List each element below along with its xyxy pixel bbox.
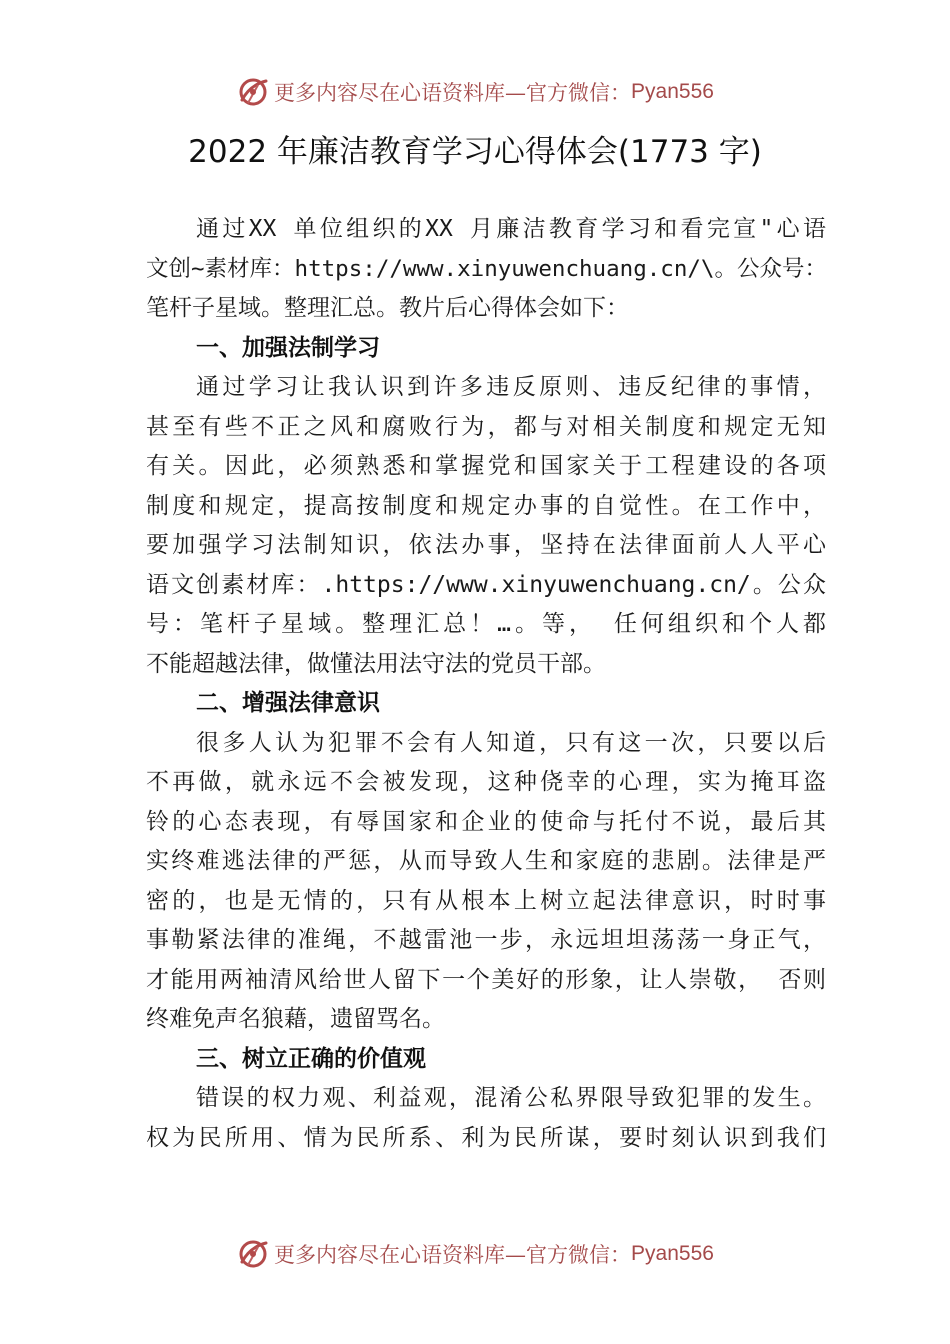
- xinyu-logo-icon: [236, 75, 270, 109]
- intro-line-1: 通过XX 单位组织的XX 月廉洁教育学习和看完宣"心语: [196, 216, 826, 242]
- section-3-line: 错误的权力观、利益观，混淆公私界限导致犯罪的发生。: [196, 1085, 826, 1111]
- header-watermark-banner: [0, 72, 950, 112]
- section-2-line: 铃的心态表现，有辱国家和企业的使命与托付不说，最后其: [146, 808, 826, 835]
- section-1-line: 要加强学习法制知识，依法办事，坚持在法律面前人人平心: [146, 532, 826, 558]
- section-1-line: 甚至有些不正之风和腐败行为，都与对相关制度和规定无知: [146, 413, 826, 440]
- section-1-line: 制度和规定，提高按制度和规定办事的自觉性。在工作中，: [146, 492, 826, 519]
- section-2-line: 很多人认为犯罪不会有人知道，只有这一次，只要以后: [196, 729, 826, 756]
- page-title: 2022 年廉洁教育学习心得体会(1773 字): [188, 134, 762, 170]
- section-2-line: 才能用两袖清风给世人留下一个美好的形象，让人崇敬， 否则: [146, 966, 826, 993]
- section-2-line: 密的，也是无情的，只有从根本上树立起法律意识，时时事: [146, 887, 826, 914]
- section-1-heading: 一、加强法制学习: [196, 334, 380, 361]
- section-3-line: 权为民所用、情为民所系、利为民所谋，要时刻认识到我们: [146, 1124, 826, 1151]
- section-3-heading: 三、树立正确的价值观: [196, 1045, 426, 1072]
- intro-line-3: 笔杆子星域。整理汇总。教片后心得体会如下：: [146, 295, 629, 321]
- banner-text: 更多内容尽在心语资料库—官方微信：: [274, 1243, 632, 1267]
- section-2-heading: 二、增强法律意识: [196, 690, 380, 716]
- section-1-line: 通过学习让我认识到许多违反原则、违反纪律的事情，: [196, 374, 826, 400]
- section-2-line: 不再做，就永远不会被发现，这种侥幸的心理，实为掩耳盗: [146, 769, 826, 795]
- section-2-line: 事勒紧法律的准绳，不越雷池一步，永远坦坦荡荡一身正气，: [146, 927, 826, 953]
- footer-watermark-banner: [0, 1234, 950, 1274]
- banner-text: 更多内容尽在心语资料库—官方微信：: [274, 81, 632, 105]
- section-1-line: 号：笔杆子星域。整理汇总！…。等， 任何组织和个人都: [146, 611, 826, 637]
- section-2-line: 实终难逃法律的严惩，从而导致人生和家庭的悲剧。法律是严: [146, 848, 826, 874]
- banner-wechat-id: Pyan556: [631, 1242, 714, 1265]
- banner-wechat-id: Pyan556: [631, 80, 714, 103]
- intro-line-2: 文创~素材库：https://www.xinyuwenchuang.cn/\。公众号：: [146, 255, 827, 282]
- section-2-line: 终难免声名狼藉，遗留骂名。: [146, 1006, 445, 1032]
- section-1-line: 有关。因此，必须熟悉和掌握党和国家关于工程建设的各项: [146, 453, 826, 479]
- xinyu-logo-icon: [236, 1237, 270, 1271]
- section-1-line: 语文创素材库：.https://www.xinyuwenchuang.cn/。公众: [146, 571, 826, 598]
- section-1-line: 不能超越法律，做懂法用法守法的党员干部。: [146, 650, 606, 677]
- document-body: [146, 210, 826, 1158]
